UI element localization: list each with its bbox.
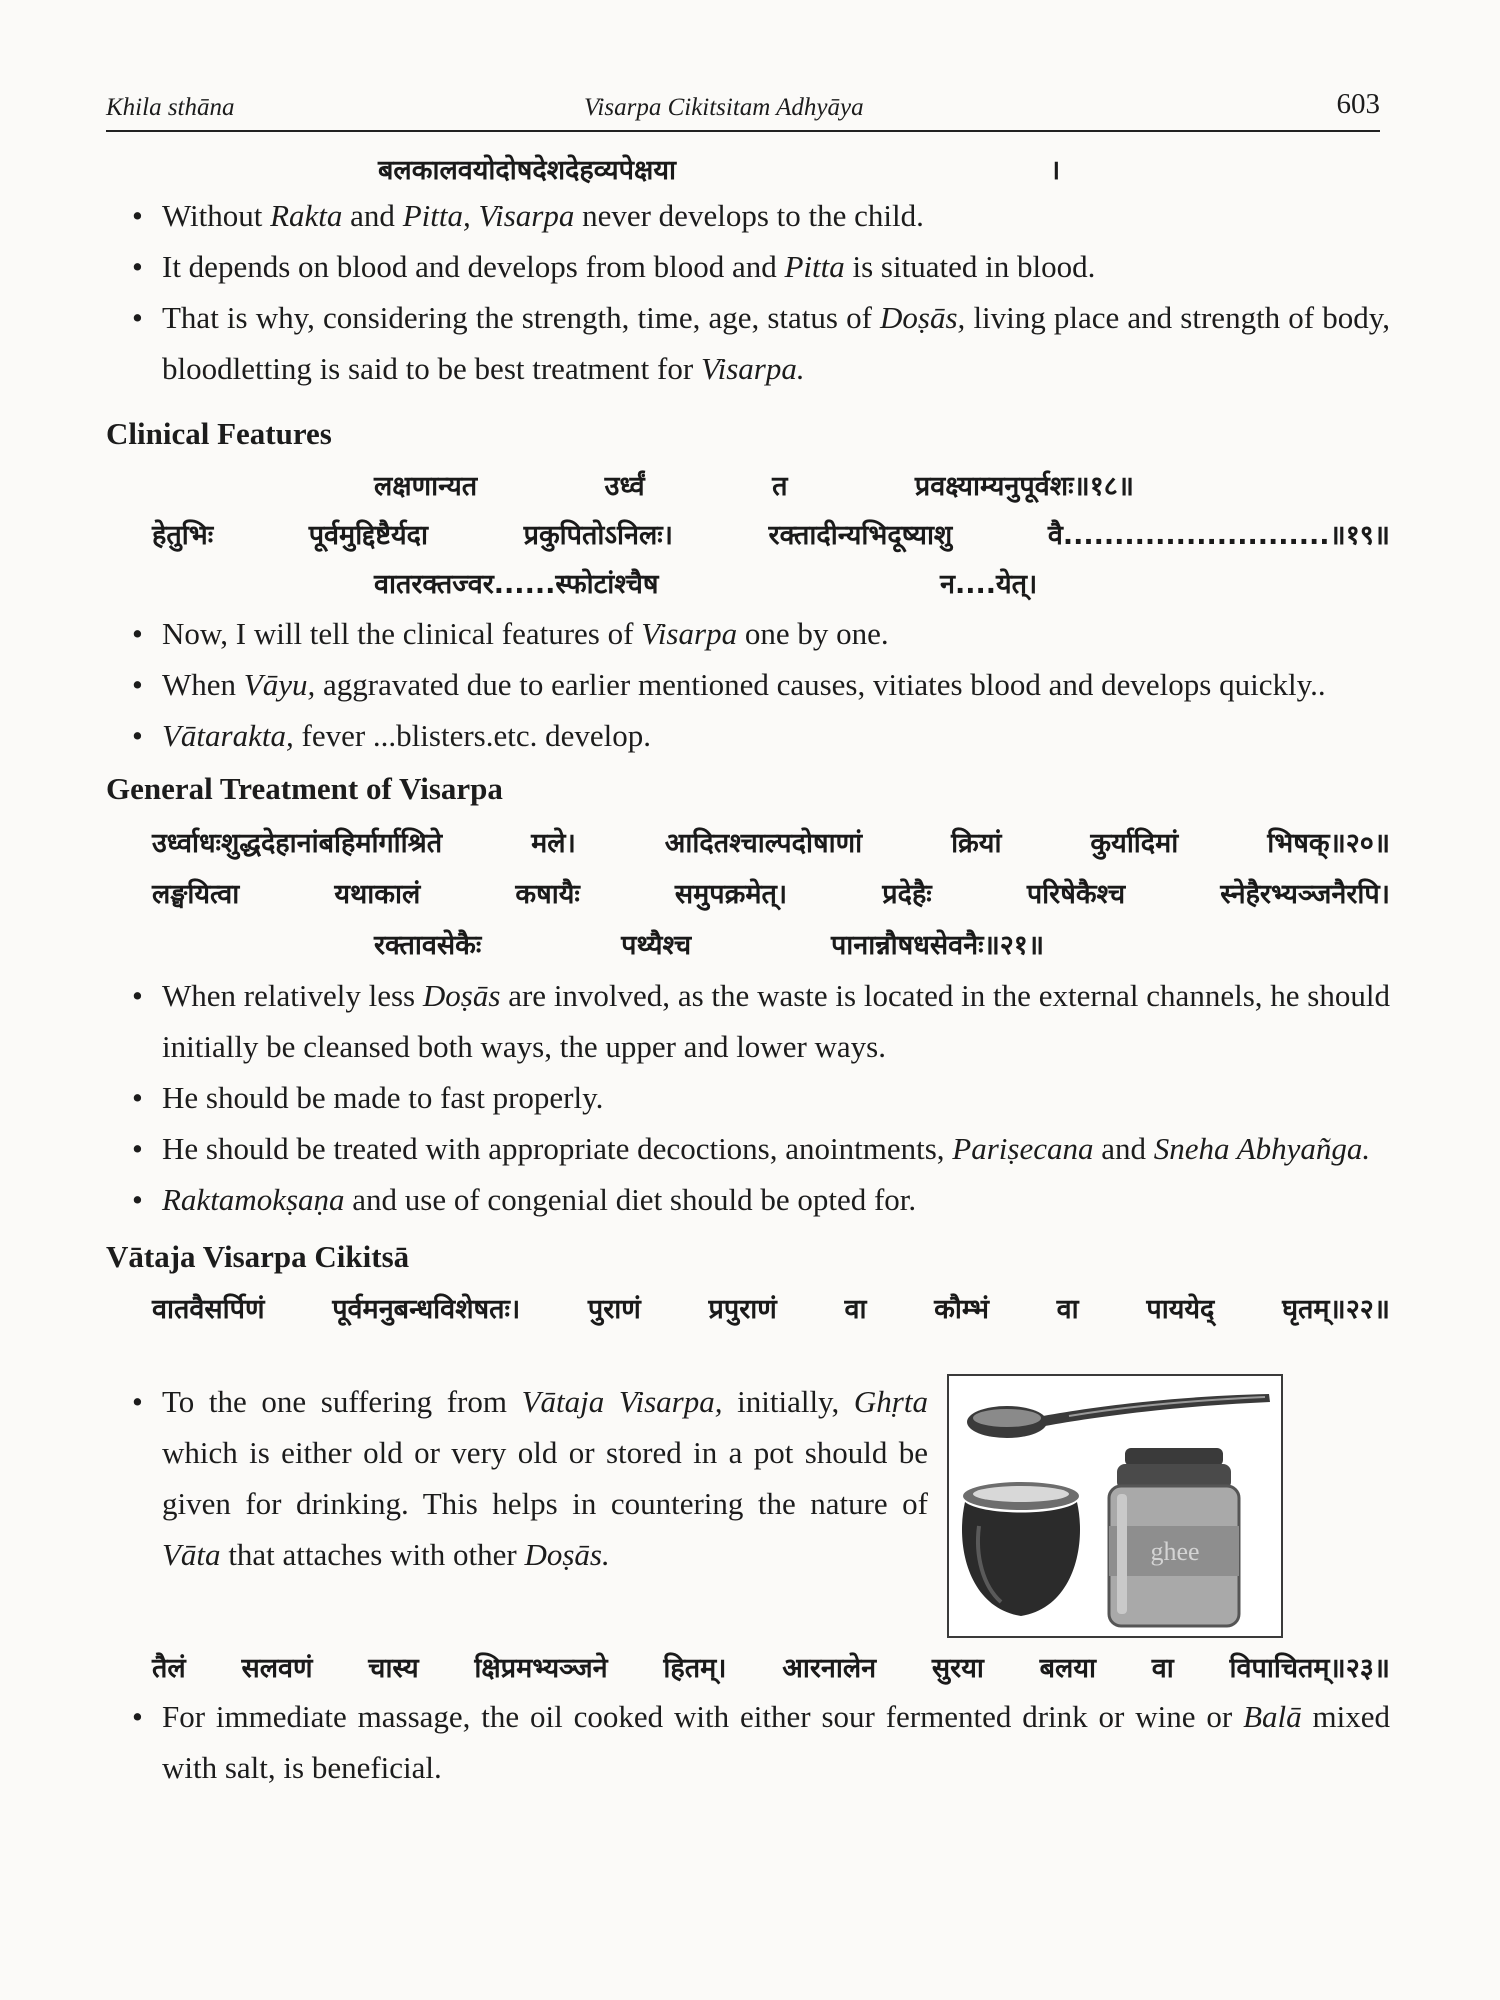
verse-word: बलया	[1039, 1653, 1096, 1684]
italic-term: Doṣās	[422, 978, 501, 1013]
verse-word: विपाचितम्॥२३॥	[1229, 1653, 1390, 1684]
bullet-text: are involved, as the waste is located in the external channels, he should initially be cleansed both ways, the upper and lower ways.	[162, 978, 1390, 1064]
bullet-item	[162, 1174, 1390, 1225]
bullet-item	[162, 1123, 1390, 1174]
italic-term: Pariṣecana	[952, 1131, 1094, 1166]
verse-word: पानान्नौषधसेवनैः॥२१॥	[830, 930, 1044, 961]
verse-word: आरनालेन	[782, 1653, 877, 1684]
bullet-item	[162, 1691, 1390, 1793]
sanskrit-verse-18	[374, 466, 1134, 503]
bullet-text: When relatively less	[162, 978, 423, 1013]
italic-term: Vāyu,	[243, 667, 316, 702]
italic-term: Sneha Abhyañga.	[1153, 1131, 1371, 1166]
italic-term: Raktamokṣaṇa	[162, 1182, 345, 1217]
sanskrit-verse-19	[152, 515, 1390, 552]
heading-clinical-features: Clinical Features	[106, 416, 332, 451]
bullet-text: He should be treated with appropriate decoctions, anointments,	[162, 1131, 953, 1166]
verse-word: हेतुभिः	[152, 520, 214, 551]
verse-word: प्रकुपितोऽनिलः।	[523, 520, 673, 551]
page-body	[106, 146, 1390, 1326]
page-number: 603	[1336, 88, 1380, 120]
verse-word: समुपक्रमेत्।	[674, 879, 788, 910]
verse-word: मले।	[531, 828, 576, 859]
bullet-text: living place and strength of body, bloodletting is said to be best treatment for	[162, 300, 1390, 386]
verse-word: पूर्वमुद्दिष्टैर्यदा	[308, 520, 429, 551]
bullet-text: To the one suffering from	[162, 1384, 522, 1419]
verse-word: सलवणं	[241, 1653, 313, 1684]
verse-word: पुराणं	[587, 1294, 641, 1325]
verse-word: कौम्भं	[934, 1294, 989, 1325]
general-bullet-list	[106, 970, 1390, 1225]
sanskrit-verse-intro	[106, 146, 1390, 186]
verse-word: पूर्वमनुबन्धविशेषतः।	[332, 1294, 521, 1325]
sanskrit-verse-19b	[374, 564, 1390, 600]
bullet-item	[162, 659, 1390, 710]
verse-word: न....येत्।	[940, 569, 1038, 600]
italic-term: Doṣās.	[524, 1537, 610, 1572]
verse-word: कुर्यादिमां	[1090, 828, 1179, 859]
bullet-item	[162, 970, 1390, 1072]
bullet-text: Now, I will tell the clinical features of	[162, 616, 642, 651]
italic-term: Balā	[1243, 1699, 1302, 1734]
verse-word: प्रपुराणं	[708, 1294, 777, 1325]
pot-icon	[962, 1482, 1080, 1616]
italic-term: Vātarakta,	[162, 718, 294, 753]
italic-term: Pitta, Visarpa	[402, 198, 575, 233]
bullet-item	[162, 190, 1390, 241]
bullet-text: It depends on blood and develops from blood and	[162, 249, 785, 284]
vataja-continuation	[106, 1648, 1390, 1793]
bullet-text: For immediate massage, the oil cooked with either sour fermented drink or wine or	[162, 1699, 1244, 1734]
verse-word: उर्ध्वं	[604, 471, 645, 502]
bullet-text: mixed with salt, is beneficial.	[162, 1699, 1390, 1785]
vataja-bullet-list-2	[106, 1691, 1390, 1793]
sanskrit-verse-22	[152, 1289, 1390, 1326]
running-header	[106, 88, 1380, 132]
jar-label: ghee	[1150, 1537, 1200, 1566]
ghee-illustration	[947, 1374, 1283, 1638]
sanskrit-verse-21b	[374, 925, 1044, 962]
header-chapter: Visarpa Cikitsitam Adhyāya	[584, 94, 864, 121]
sanskrit-verse-20	[152, 823, 1390, 860]
ghee-jar-icon	[1109, 1448, 1239, 1626]
italic-term: Pitta	[784, 249, 845, 284]
bullet-text: fever ...blisters.etc. develop.	[293, 718, 651, 753]
verse-word: रक्तादीन्यभिदूष्याशु	[768, 520, 953, 551]
verse-word: सुरया	[931, 1653, 984, 1684]
verse-text: बलकालवयोदोषदेशदेहव्यपेक्षया	[378, 155, 676, 186]
verse-word: पाययेद्	[1146, 1294, 1215, 1325]
italic-term: Vātaja Visarpa,	[521, 1384, 723, 1419]
italic-term: Vāta	[162, 1537, 221, 1572]
bullet-text: one by one.	[737, 616, 889, 651]
intro-bullet-list	[106, 190, 1390, 394]
bullet-text: initially,	[722, 1384, 854, 1419]
verse-word: तैलं	[152, 1653, 186, 1684]
bullet-text: and	[342, 198, 403, 233]
vataja-bullet-list	[106, 1376, 928, 1580]
ghee-illustration-svg	[949, 1376, 1281, 1636]
bullet-text: That is why, considering the strength, time, age, status of	[162, 300, 881, 335]
bullet-item	[162, 710, 1390, 761]
bullet-item	[162, 1072, 1390, 1123]
verse-word: रक्तावसेकैः	[374, 930, 482, 961]
bullet-text: aggravated due to earlier mentioned causes, vitiates blood and develops quickly..	[315, 667, 1326, 702]
verse-word: स्नेहैरभ्यञ्जनैरपि।	[1220, 879, 1390, 910]
verse-word: हितम्।	[663, 1653, 727, 1684]
bullet-text: never develops to the child.	[574, 198, 924, 233]
verse-word: पथ्यैश्च	[621, 930, 692, 961]
italic-term: Ghṛta	[853, 1384, 928, 1419]
bullet-text: and	[1093, 1131, 1154, 1166]
italic-term: Visarpa.	[700, 351, 805, 386]
verse-word: कषायैः	[515, 879, 580, 910]
verse-word: वा	[1056, 1294, 1079, 1325]
verse-word: उर्ध्वाधःशुद्धदेहानांबहिर्मार्गाश्रिते	[152, 828, 443, 859]
bullet-item	[162, 241, 1390, 292]
verse-word: क्षिप्रमभ्यञ्जने	[474, 1653, 608, 1684]
verse-mark: ।	[1050, 155, 1061, 186]
verse-word: चास्य	[368, 1653, 419, 1684]
verse-word: क्रियां	[951, 828, 1002, 859]
vataja-figure-text	[106, 1376, 928, 1580]
italic-term: Visarpa	[641, 616, 738, 651]
verse-word: वातवैसर्पिणं	[152, 1294, 265, 1325]
verse-word: प्रवक्ष्याम्यनुपूर्वशः॥१८॥	[914, 471, 1134, 502]
verse-word: लक्षणान्यत	[374, 471, 478, 502]
heading-general-treatment: General Treatment of Visarpa	[106, 771, 503, 806]
verse-word: वा	[844, 1294, 867, 1325]
verse-word: लङ्घयित्वा	[152, 879, 240, 910]
bullet-text: He should be made to fast properly.	[162, 1080, 604, 1115]
bullet-text: that attaches with other	[220, 1537, 525, 1572]
bullet-text: which is either old or very old or stored in a pot should be given for drinking. This helps in countering the nature of	[162, 1435, 928, 1521]
heading-vataja-visarpa: Vātaja Visarpa Cikitsā	[106, 1239, 410, 1274]
verse-word: वातरक्तज्वर......स्फोटांश्चैष	[374, 569, 659, 600]
verse-word: प्रदेहैः	[882, 879, 932, 910]
bullet-item	[162, 608, 1390, 659]
bullet-text: Without	[162, 198, 271, 233]
sanskrit-verse-21a	[152, 874, 1390, 911]
verse-word: आदितश्चाल्पदोषाणां	[664, 828, 863, 859]
verse-word: यथाकालं	[334, 879, 421, 910]
verse-word: वै..........................॥१९॥	[1047, 520, 1390, 551]
verse-word: त	[772, 471, 788, 502]
italic-term: Doṣās,	[880, 300, 966, 335]
sanskrit-verse-23	[152, 1648, 1390, 1685]
spoon-icon	[967, 1394, 1270, 1438]
header-section: Khila sthāna	[106, 94, 235, 121]
verse-word: भिषक्॥२०॥	[1267, 828, 1390, 859]
clinical-bullet-list	[106, 608, 1390, 761]
bullet-text: When	[162, 667, 244, 702]
verse-word: परिषेकैश्च	[1026, 879, 1126, 910]
verse-word: घृतम्॥२२॥	[1282, 1294, 1390, 1325]
bullet-item	[162, 292, 1390, 394]
italic-term: Rakta	[270, 198, 343, 233]
bullet-text: and use of congenial diet should be opted for.	[344, 1182, 917, 1217]
verse-word: वा	[1151, 1653, 1174, 1684]
bullet-item	[162, 1376, 928, 1580]
bullet-text: is situated in blood.	[844, 249, 1096, 284]
